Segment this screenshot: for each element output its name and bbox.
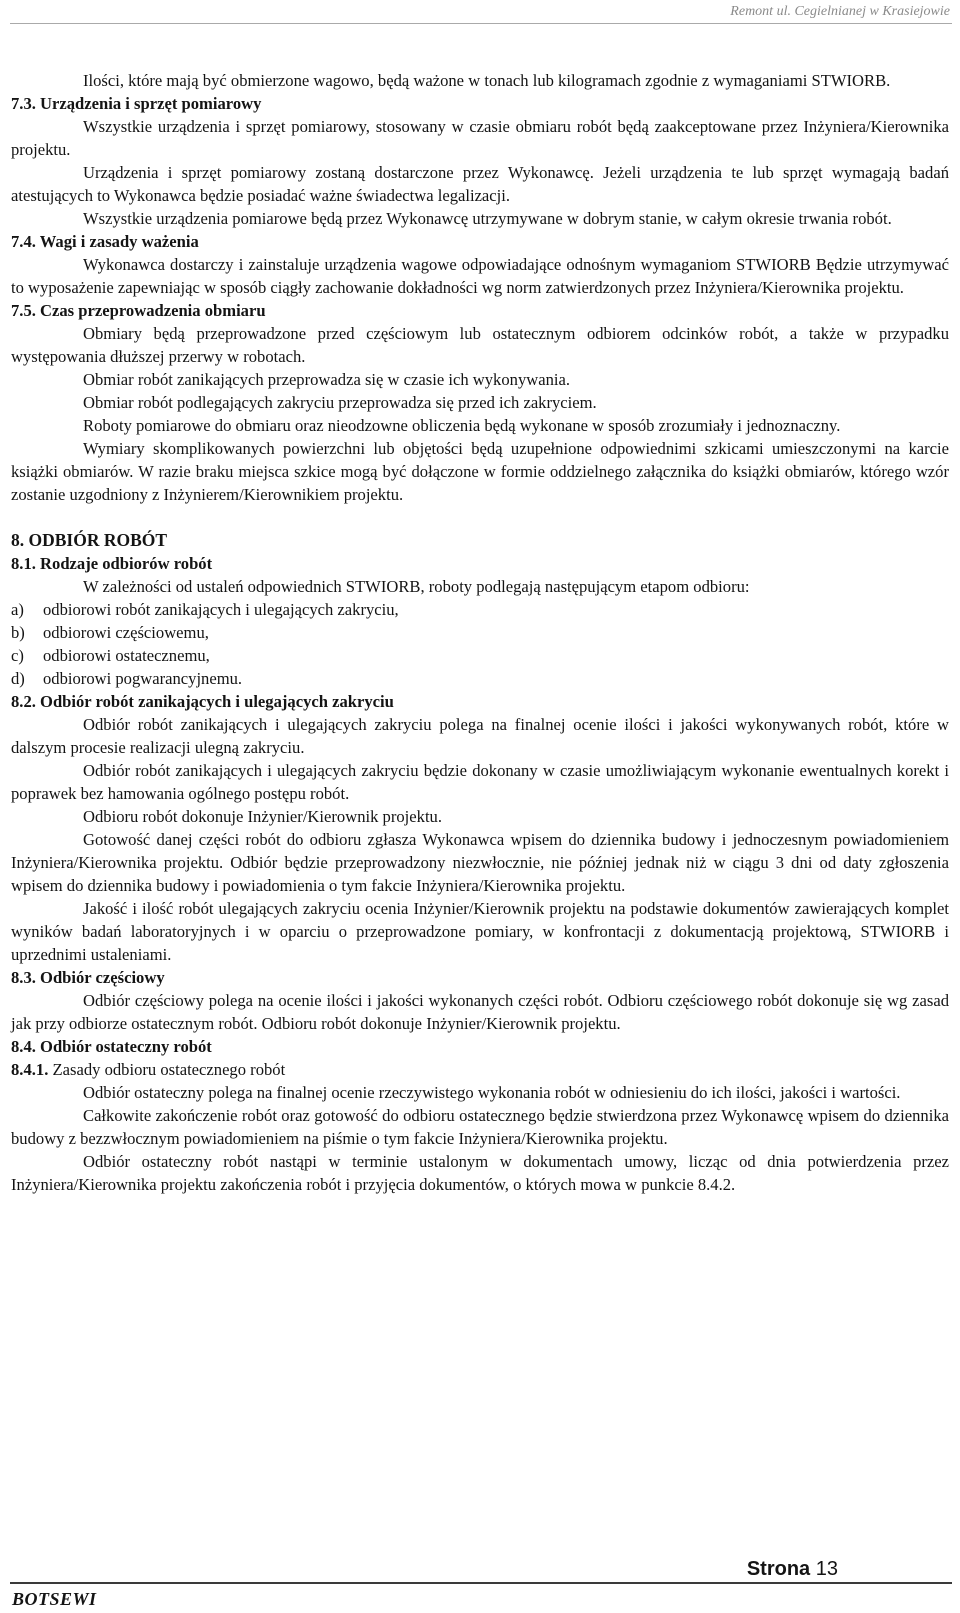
paragraph: Wykonawca dostarczy i zainstaluje urządzenia wagowe odpowiadające odnośnym wymaganiom STWIORB Będzie utrzymywać to wyposażenie zapewniając w sposób ciągły zachowanie dokładności wg norm zatwierdzonych przez Inżyniera/Kierownika projektu. <box>11 255 949 297</box>
list-item <box>11 621 949 644</box>
paragraph: Odbiór ostateczny polega na finalnej ocenie rzeczywistego wykonania robót w odniesieniu do ich ilości, jakości i wartości. <box>83 1083 901 1102</box>
section-heading-7-3: 7.3. Urządzenia i sprzęt pomiarowy <box>11 94 262 113</box>
spacer <box>11 506 949 529</box>
paragraph: W zależności od ustaleń odpowiednich STWIORB, roboty podlegają następującym etapom odbioru: <box>83 577 750 596</box>
paragraph: Ilości, które mają być obmierzone wagowo, będą ważone w tonach lub kilogramach zgodnie z wymaganiami STWIORB. <box>83 71 891 90</box>
paragraph: Odbioru robót dokonuje Inżynier/Kierownik projektu. <box>83 807 442 826</box>
list-label: c) <box>11 646 24 665</box>
list-label: b) <box>11 623 25 642</box>
running-header: Remont ul. Cegielnianej w Krasiejowie <box>730 4 950 19</box>
list-label: d) <box>11 669 25 688</box>
header-divider <box>10 23 952 24</box>
footer-divider <box>10 1582 952 1584</box>
page-label: Strona <box>746 1558 811 1580</box>
list-text: odbiorowi ostatecznemu, <box>43 646 210 665</box>
paragraph: Wymiary skomplikowanych powierzchni lub objętości będą uzupełnione odpowiednimi szkicami umieszczonymi na karcie książki obmiarów. W razie braku miejsca szkice mogą być dołączone w formie oddzielnego załącznika do książki obmiarów, którego wzór zostanie uzgodniony z Inżynierem/Kierownikiem projektu. <box>11 439 949 504</box>
paragraph: Urządzenia i sprzęt pomiarowy zostaną dostarczone przez Wykonawcę. Jeżeli urządzenia te lub sprzęt wymagają badań atestujących to Wykonawca będzie posiadać ważne świadectwa legalizacji. <box>11 163 949 205</box>
section-heading-7-5: 7.5. Czas przeprowadzenia obmiaru <box>11 301 266 320</box>
section-heading-8-1: 8.1. Rodzaje odbiorów robót <box>11 554 213 573</box>
chapter-heading-8: 8. ODBIÓR ROBÓT <box>11 530 168 550</box>
paragraph: Obmiar robót podlegających zakryciu przeprowadza się przed ich zakryciem. <box>83 393 597 412</box>
document-body <box>11 69 949 1196</box>
paragraph: Całkowite zakończenie robót oraz gotowość do odbioru ostatecznego będzie stwierdzona przez Wykonawcę wpisem do dziennika budowy z bezzwłocznym powiadomieniem na piśmie o tym fakcie Inżyniera/Kierownika projektu. <box>11 1106 949 1148</box>
list-text: odbiorowi pogwarancyjnemu. <box>43 669 243 688</box>
page-number <box>747 1558 838 1581</box>
paragraph: Odbiór robót zanikających i ulegających zakryciu będzie dokonany w czasie umożliwiającym wykonanie ewentualnych korekt i poprawek bez hamowania ogólnego postępu robót. <box>11 761 949 803</box>
section-heading-8-2: 8.2. Odbiór robót zanikających i ulegających zakryciu <box>11 692 394 711</box>
paragraph: Wszystkie urządzenia pomiarowe będą przez Wykonawcę utrzymywane w dobrym stanie, w całym okresie trwania robót. <box>83 209 892 228</box>
company-name: BOTSEWI <box>12 1589 97 1609</box>
paragraph: Obmiar robót zanikających przeprowadza się w czasie ich wykonywania. <box>83 370 571 389</box>
paragraph: Obmiary będą przeprowadzone przed częściowym lub ostatecznym odbiorem odcinków robót, a także w przypadku występowania dłuższej przerwy w robotach. <box>11 324 949 366</box>
paragraph: Roboty pomiarowe do obmiaru oraz nieodzowne obliczenia będą wykonane w sposób zrozumiały i jednoznaczny. <box>83 416 841 435</box>
list-label: a) <box>11 600 24 619</box>
paragraph: Gotowość danej części robót do odbioru zgłasza Wykonawca wpisem do dziennika budowy i jednoczesnym powiadomieniem Inżyniera/Kierownika projektu. Odbiór będzie przeprowadzony niezwłocznie, nie później jednak niż w ciągu 3 dni od daty zgłoszenia wpisem do dziennika budowy i powiadomienia o tym fakcie Inżyniera/Kierownika projektu. <box>11 830 949 895</box>
subsection-heading-8-4-1 <box>11 1058 949 1081</box>
list-item <box>11 598 949 621</box>
paragraph: Jakość i ilość robót ulegających zakryciu ocenia Inżynier/Kierownik projektu na podstawie dokumentów zawierających komplet wyników badań laboratoryjnych i w oparciu o przeprowadzone pomiary, w konfrontacji z dokumentacją projektową, STWIORB i uprzednimi ustaleniami. <box>11 899 949 964</box>
list-item <box>11 644 949 667</box>
subsection-title: Zasady odbioru ostatecznego robót <box>52 1060 286 1079</box>
section-heading-8-3: 8.3. Odbiór częściowy <box>11 968 165 987</box>
paragraph: Odbiór robót zanikających i ulegających zakryciu polega na finalnej ocenie ilości i jakości wykonywanych robót, które w dalszym procesie realizacji ulegną zakryciu. <box>11 715 949 757</box>
list-item <box>11 667 949 690</box>
paragraph: Wszystkie urządzenia i sprzęt pomiarowy, stosowany w czasie obmiaru robót będą zaakceptowane przez Inżyniera/Kierownika projektu. <box>11 117 949 159</box>
list-text: odbiorowi częściowemu, <box>43 623 209 642</box>
paragraph: Odbiór ostateczny robót nastąpi w terminie ustalonym w dokumentach umowy, licząc od dnia potwierdzenia przez Inżyniera/Kierownika projektu zakończenia robót i przyjęcia dokumentów, o których mowa w punkcie 8.4.2. <box>11 1152 949 1194</box>
page-number-value: 13 <box>815 1558 838 1580</box>
subsection-number: 8.4.1. <box>11 1060 49 1079</box>
paragraph: Odbiór częściowy polega na ocenie ilości i jakości wykonanych części robót. Odbioru częściowego robót dokonuje się wg zasad jak przy odbiorze ostatecznym robót. Odbioru robót dokonuje Inżynier/Kierownik projektu. <box>11 991 949 1033</box>
section-heading-8-4: 8.4. Odbiór ostateczny robót <box>11 1037 212 1056</box>
list-text: odbiorowi robót zanikających i ulegających zakryciu, <box>43 600 399 619</box>
section-heading-7-4: 7.4. Wagi i zasady ważenia <box>11 232 199 251</box>
